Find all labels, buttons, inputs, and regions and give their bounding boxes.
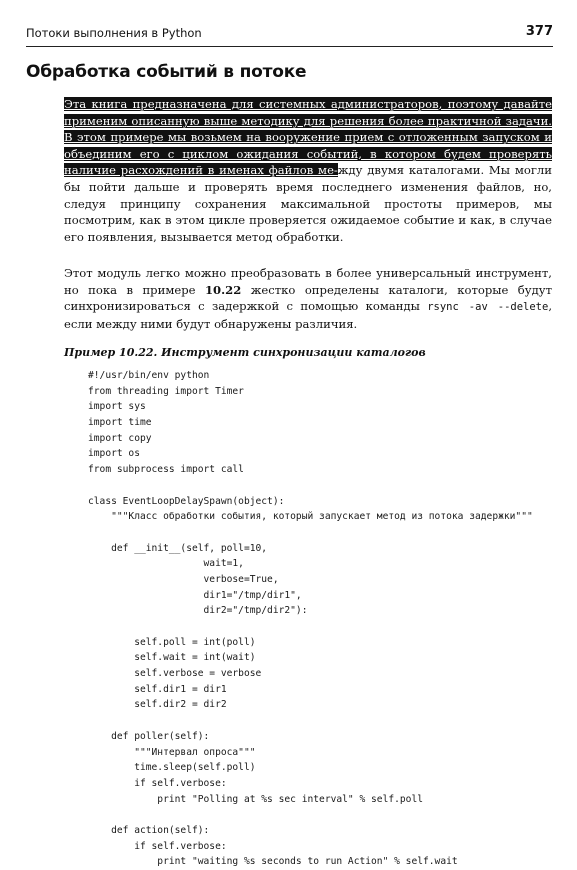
- code-line: import os: [88, 448, 140, 460]
- paragraph-module-part1: Этот модуль легко можно преобразовать в более универсальный инструмент, но пока в примере: [64, 266, 552, 297]
- code-line: time.sleep(self.poll): [88, 762, 256, 774]
- page-number: 377: [525, 24, 553, 39]
- code-line: print "Polling at %s sec interval" % self.poll: [88, 793, 424, 805]
- code-line: def __init__(self, poll=10,: [88, 542, 268, 554]
- code-line: dir2="/tmp/dir2"):: [88, 605, 308, 617]
- example-caption: Пример 10.22. Инструмент синхронизации каталогов: [64, 346, 426, 359]
- code-line: import time: [88, 417, 152, 429]
- code-listing: [88, 368, 533, 870]
- code-line: from subprocess import call: [88, 464, 244, 476]
- running-title: Потоки выполнения в Python: [26, 26, 202, 40]
- paragraph-intro: [64, 96, 552, 245]
- code-line: if self.verbose:: [88, 840, 227, 852]
- code-line: [88, 525, 533, 541]
- code-line: [88, 713, 533, 729]
- example-reference: 10.22: [204, 282, 242, 297]
- code-line: self.dir2 = dir2: [88, 699, 227, 711]
- code-line: """Интервал опроса""": [88, 746, 256, 758]
- code-line: self.wait = int(wait): [88, 652, 256, 664]
- running-header: [26, 24, 553, 47]
- code-line: self.dir1 = dir1: [88, 683, 227, 695]
- code-line: if self.verbose:: [88, 777, 227, 789]
- code-line: [88, 619, 533, 635]
- code-line: self.poll = int(poll): [88, 636, 256, 648]
- code-line: verbose=True,: [88, 573, 279, 585]
- code-line: [88, 478, 533, 494]
- paragraph-module-part2: жестко определены каталоги, которые будут синхронизироваться с задержкой с помощью команды: [64, 282, 552, 314]
- paragraph-module: [64, 265, 552, 332]
- paragraph-intro-rest: жду двумя каталогами. Мы могли бы пойти дальше и проверять время последнего изменения файлов, но, следуя принципу сохранения максимальной простоты примеров, мы посмотрим, как в этом цикле проверяется ожидаемое событие и как, в случае его появления, вызывается метод обработки.: [64, 163, 552, 244]
- code-line: self.verbose = verbose: [88, 668, 262, 680]
- rsync-command: rsync -av --delete: [427, 301, 549, 314]
- code-line: def poller(self):: [88, 730, 210, 742]
- code-line: import sys: [88, 401, 146, 413]
- code-line: wait=1,: [88, 558, 244, 570]
- code-line: #!/usr/bin/env python: [88, 370, 210, 381]
- code-line: def action(self):: [88, 824, 210, 836]
- code-line: print "waiting %s seconds to run Action" % self.wait: [88, 856, 458, 868]
- code-line: import copy: [88, 432, 152, 444]
- code-line: [88, 807, 533, 823]
- code-line: class EventLoopDelaySpawn(object):: [88, 495, 285, 507]
- code-line: dir1="/tmp/dir1",: [88, 589, 302, 601]
- highlighted-text: Эта книга предназначена для системных администраторов, поэтому давайте применим описанную выше методику для решения более практичной задачи. В этом примере мы возьмем на вооружение прием с отложенным запуском и объединим его с циклом ожидания событий, в котором будем проверять наличие расхождений в именах файлов ме-: [64, 97, 552, 178]
- paragraph-module-part3: , если между ними будут обнаружены различия.: [64, 299, 553, 331]
- code-line: from threading import Timer: [88, 385, 244, 397]
- code-line: """Класс обработки события, который запускает метод из потока задержки""": [88, 511, 533, 523]
- section-title: Обработка событий в потоке: [26, 62, 307, 82]
